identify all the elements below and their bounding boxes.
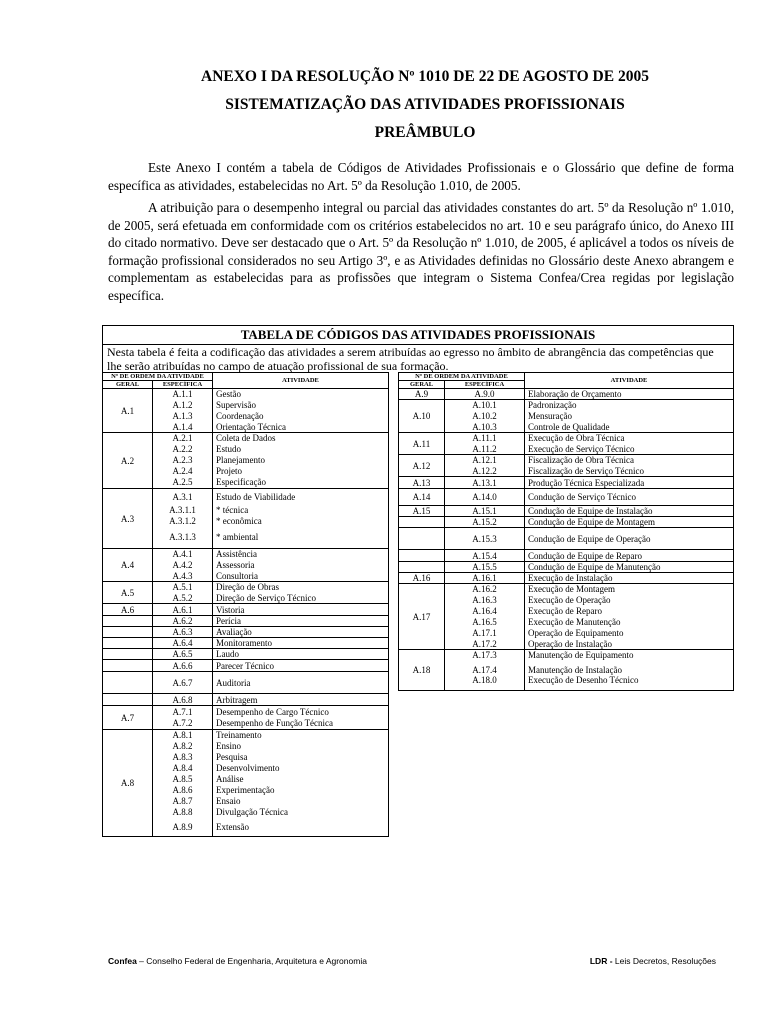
code-general: A.16 (399, 573, 445, 584)
code-general (103, 672, 153, 694)
code-specific: A.6.5 (153, 649, 213, 660)
code-specific: A.6.3 (153, 627, 213, 638)
codes-table-right (398, 372, 734, 691)
code-specific: A.8.4 (153, 763, 213, 774)
table-row (103, 604, 389, 616)
code-specific: A.16.2 (445, 584, 525, 595)
activity-name: Ensaio (213, 796, 389, 807)
activity-name: Assessoria (213, 560, 389, 571)
activity-name: Execução de Operação (525, 595, 734, 606)
activity-name: Auditoria (213, 672, 389, 694)
code-general: A.3 (103, 489, 153, 549)
table-row (399, 455, 734, 466)
table-row (399, 606, 734, 617)
code-specific: A.16.4 (445, 606, 525, 617)
code-general: A.13 (399, 477, 445, 489)
table-row (399, 628, 734, 639)
table-row (399, 400, 734, 411)
activity-name: Parecer Técnico (213, 660, 389, 672)
table-row (399, 584, 734, 595)
code-specific: A.5.2 (153, 593, 213, 604)
header-order: Nº DE ORDEM DA ATIVIDADE (399, 373, 525, 381)
section-heading: PREÂMBULO (374, 124, 476, 141)
activity-name: Especificação (213, 477, 389, 489)
paragraph-attribution: A atribuição para o desempenho integral ou parcial das atividades constantes do art. 5º da Resolução nº 1.010, de 2005, será efetuada em conformidade com os critérios estabelecidos no art. 10 e seu parágrafo único, do Anexo III do citado normativo. Deve ser destacado que o Art. 5º da Resolução nº 1.010, de 2005, é aplicável a todos os níveis de formação profissional considerados no seu Artigo 3º, e as Atividades definidas no Glossário deste Anexo abrangem e complementam as estabelecidas para as profissões que integram o Sistema Confea/Crea regidas por legislação específica. (108, 200, 734, 303)
activity-name: Direção de Serviço Técnico (213, 593, 389, 604)
code-specific: A.16.5 (445, 617, 525, 628)
activity-name: Execução de Instalação (525, 573, 734, 584)
activity-name: * ambiental (213, 527, 389, 549)
code-specific: A.16.1 (445, 573, 525, 584)
code-specific: A.8.9 (153, 818, 213, 837)
paragraph-intro: Este Anexo I contém a tabela de Códigos de Atividades Profissionais e o Glossário que define de forma específica as atividades, estabelecidas no Art. 5º da Resolução 1.010, de 2005. (108, 160, 734, 193)
header-activity: ATIVIDADE (213, 373, 389, 389)
code-specific: A.10.3 (445, 422, 525, 433)
code-general (103, 638, 153, 649)
activity-name: Coordenação (213, 411, 389, 422)
code-specific: A.17.2 (445, 639, 525, 650)
code-general (399, 550, 445, 562)
activity-name: Execução de Montagem (525, 584, 734, 595)
header-general: GERAL (399, 381, 445, 389)
codes-table-right-body (399, 389, 734, 691)
code-general: A.14 (399, 489, 445, 506)
table-row (399, 411, 734, 422)
code-specific: A.2.1 (153, 433, 213, 444)
document-title: ANEXO I DA RESOLUÇÃO Nº 1010 DE 22 DE AGOSTO DE 2005 (201, 68, 649, 85)
activity-name: Orientação Técnica (213, 422, 389, 433)
code-specific: A.4.1 (153, 549, 213, 560)
code-specific: A.12.2 (445, 466, 525, 477)
code-general: A.11 (399, 433, 445, 455)
code-specific: A.7.1 (153, 706, 213, 718)
code-specific: A.4.2 (153, 560, 213, 571)
code-general (399, 517, 445, 528)
code-specific: A.15.5 (445, 562, 525, 573)
table-row (103, 489, 389, 505)
activity-name: Condução de Equipe de Manutenção (525, 562, 734, 573)
code-specific: A.17.4 A.18.0 (445, 661, 525, 691)
code-specific: A.1.3 (153, 411, 213, 422)
table-title: TABELA DE CÓDIGOS DAS ATIVIDADES PROFISSIONAIS (103, 326, 733, 345)
code-specific: A.2.2 (153, 444, 213, 455)
code-specific: A.15.3 (445, 528, 525, 550)
code-specific: A.10.1 (445, 400, 525, 411)
activity-name: Assistência (213, 549, 389, 560)
activity-name: Condução de Equipe de Operação (525, 528, 734, 550)
table-box (102, 325, 734, 372)
activity-name: Supervisão (213, 400, 389, 411)
table-row (399, 617, 734, 628)
table-row (399, 528, 734, 550)
footer-series: LDR - (589, 956, 613, 966)
code-specific: A.6.6 (153, 660, 213, 672)
table-row (399, 422, 734, 433)
table-intro: Nesta tabela é feita a codificação das atividades a serem atribuídas ao egresso no âmbito de abrangência das competências que lhe serão atribuídas no campo de atuação profissional de sua formação. (107, 345, 714, 373)
code-specific: A.11.1 (445, 433, 525, 444)
code-specific: A.5.1 (153, 582, 213, 593)
table-row (103, 730, 389, 741)
table-row (399, 595, 734, 606)
table-row (399, 573, 734, 584)
table-row (103, 549, 389, 560)
table-row (103, 616, 389, 627)
code-specific: A.7.2 (153, 718, 213, 730)
code-general (103, 694, 153, 706)
code-general: A.5 (103, 582, 153, 604)
code-specific: A.2.4 (153, 466, 213, 477)
activity-name: Condução de Equipe de Reparo (525, 550, 734, 562)
header-specific: ESPECÍFICA (153, 381, 213, 389)
code-specific: A.16.3 (445, 595, 525, 606)
code-specific: A.8.8 (153, 807, 213, 818)
code-specific: A.10.2 (445, 411, 525, 422)
code-specific: A.3.1.2 (153, 516, 213, 527)
code-specific: A.17.3 (445, 650, 525, 661)
code-specific: A.8.5 (153, 774, 213, 785)
table-row (399, 477, 734, 489)
activity-name: Treinamento (213, 730, 389, 741)
code-specific: A.9.0 (445, 389, 525, 400)
table-row (399, 517, 734, 528)
code-specific: A.6.4 (153, 638, 213, 649)
activity-name: Desempenho de Cargo Técnico (213, 706, 389, 718)
code-specific: A.3.1.1 (153, 505, 213, 516)
table-row (399, 489, 734, 506)
code-general: A.18 (399, 650, 445, 691)
footer-series-name: Leis Decretos, Resoluções (612, 956, 716, 966)
code-specific: A.17.1 (445, 628, 525, 639)
activity-name: Projeto (213, 466, 389, 477)
activity-name: * econômica (213, 516, 389, 527)
activity-name: Desempenho de Função Técnica (213, 718, 389, 730)
footer-org: Confea (108, 956, 137, 966)
table-row (399, 639, 734, 650)
code-specific: A.4.3 (153, 571, 213, 582)
activity-name: Fiscalização de Obra Técnica (525, 455, 734, 466)
activity-name: Condução de Equipe de Montagem (525, 517, 734, 528)
code-general (103, 649, 153, 660)
activity-name: Experimentação (213, 785, 389, 796)
activity-name: Condução de Serviço Técnico (525, 489, 734, 506)
activity-name: Direção de Obras (213, 582, 389, 593)
activity-name: Monitoramento (213, 638, 389, 649)
code-general (399, 562, 445, 573)
table-row (103, 706, 389, 718)
activity-name: Manutenção de Equipamento (525, 650, 734, 661)
activity-name: Ensino (213, 741, 389, 752)
code-specific: A.6.8 (153, 694, 213, 706)
activity-name: Análise (213, 774, 389, 785)
code-specific: A.6.1 (153, 604, 213, 616)
footer-left (108, 956, 367, 966)
table-row (103, 627, 389, 638)
table-row (399, 466, 734, 477)
codes-table-left-body (103, 389, 389, 837)
code-general (103, 660, 153, 672)
code-general: A.15 (399, 506, 445, 517)
activity-name: Perícia (213, 616, 389, 627)
code-specific: A.6.7 (153, 672, 213, 694)
code-specific: A.3.1.3 (153, 527, 213, 549)
activity-name: Operação de Equipamento (525, 628, 734, 639)
activity-name: Fiscalização de Serviço Técnico (525, 466, 734, 477)
activity-name: Execução de Manutenção (525, 617, 734, 628)
table-row (103, 694, 389, 706)
code-specific: A.15.4 (445, 550, 525, 562)
code-specific: A.12.1 (445, 455, 525, 466)
activity-name: Consultoria (213, 571, 389, 582)
table-row (103, 389, 389, 400)
code-specific: A.2.5 (153, 477, 213, 489)
table-row (399, 444, 734, 455)
code-general: A.4 (103, 549, 153, 582)
code-specific: A.1.2 (153, 400, 213, 411)
table-row (399, 433, 734, 444)
activity-name: Execução de Obra Técnica (525, 433, 734, 444)
activity-name: * técnica (213, 505, 389, 516)
document-subtitle: SISTEMATIZAÇÃO DAS ATIVIDADES PROFISSIONAIS (225, 96, 625, 113)
activity-name: Planejamento (213, 455, 389, 466)
table-row (399, 389, 734, 400)
table-row (103, 582, 389, 593)
code-specific: A.8.7 (153, 796, 213, 807)
activity-name: Coleta de Dados (213, 433, 389, 444)
activity-name: Condução de Equipe de Instalação (525, 506, 734, 517)
activity-name: Divulgação Técnica (213, 807, 389, 818)
code-specific: A.2.3 (153, 455, 213, 466)
code-general (103, 627, 153, 638)
code-general: A.17 (399, 584, 445, 650)
code-general: A.9 (399, 389, 445, 400)
header-specific: ESPECÍFICA (445, 381, 525, 389)
header-order: Nº DE ORDEM DA ATIVIDADE (103, 373, 213, 381)
code-specific: A.8.6 (153, 785, 213, 796)
activity-name: Vistoria (213, 604, 389, 616)
code-specific: A.8.3 (153, 752, 213, 763)
code-general: A.2 (103, 433, 153, 489)
code-general: A.12 (399, 455, 445, 477)
activity-name: Elaboração de Orçamento (525, 389, 734, 400)
activity-name: Padronização (525, 400, 734, 411)
activity-name: Produção Técnica Especializada (525, 477, 734, 489)
table-row (399, 661, 734, 691)
code-specific: A.1.4 (153, 422, 213, 433)
footer-right (590, 956, 716, 966)
activity-name: Estudo (213, 444, 389, 455)
activity-name: Manutenção de Instalação Execução de Desenho Técnico (525, 661, 734, 691)
footer-org-name: – Conselho Federal de Engenharia, Arquitetura e Agronomia (136, 956, 367, 966)
codes-table-left (102, 372, 389, 837)
code-specific: A.15.2 (445, 517, 525, 528)
code-specific: A.1.1 (153, 389, 213, 400)
code-general: A.7 (103, 706, 153, 730)
activity-name: Desenvolvimento (213, 763, 389, 774)
activity-name: Operação de Instalação (525, 639, 734, 650)
header-activity: ATIVIDADE (525, 373, 734, 389)
table-row (103, 672, 389, 694)
table-row (399, 562, 734, 573)
code-general: A.1 (103, 389, 153, 433)
code-general: A.10 (399, 400, 445, 433)
table-row (103, 660, 389, 672)
activity-name: Arbitragem (213, 694, 389, 706)
activity-name: Execução de Serviço Técnico (525, 444, 734, 455)
code-specific: A.14.0 (445, 489, 525, 506)
code-general: A.6 (103, 604, 153, 616)
activity-name: Avaliação (213, 627, 389, 638)
activity-name: Extensão (213, 818, 389, 837)
code-specific: A.8.1 (153, 730, 213, 741)
activity-name: Controle de Qualidade (525, 422, 734, 433)
activity-name: Mensuração (525, 411, 734, 422)
activity-name: Execução de Reparo (525, 606, 734, 617)
table-row (399, 650, 734, 661)
activity-name: Pesquisa (213, 752, 389, 763)
table-row (399, 550, 734, 562)
code-specific: A.15.1 (445, 506, 525, 517)
table-row (399, 506, 734, 517)
code-specific: A.3.1 (153, 489, 213, 505)
table-row (103, 649, 389, 660)
activity-name: Laudo (213, 649, 389, 660)
code-specific: A.13.1 (445, 477, 525, 489)
code-general: A.8 (103, 730, 153, 837)
code-specific: A.8.2 (153, 741, 213, 752)
code-specific: A.6.2 (153, 616, 213, 627)
code-general (103, 616, 153, 627)
code-general (399, 528, 445, 550)
activity-name: Estudo de Viabilidade (213, 489, 389, 505)
code-specific: A.11.2 (445, 444, 525, 455)
table-row (103, 433, 389, 444)
header-general: GERAL (103, 381, 153, 389)
table-row (103, 638, 389, 649)
activity-name: Gestão (213, 389, 389, 400)
